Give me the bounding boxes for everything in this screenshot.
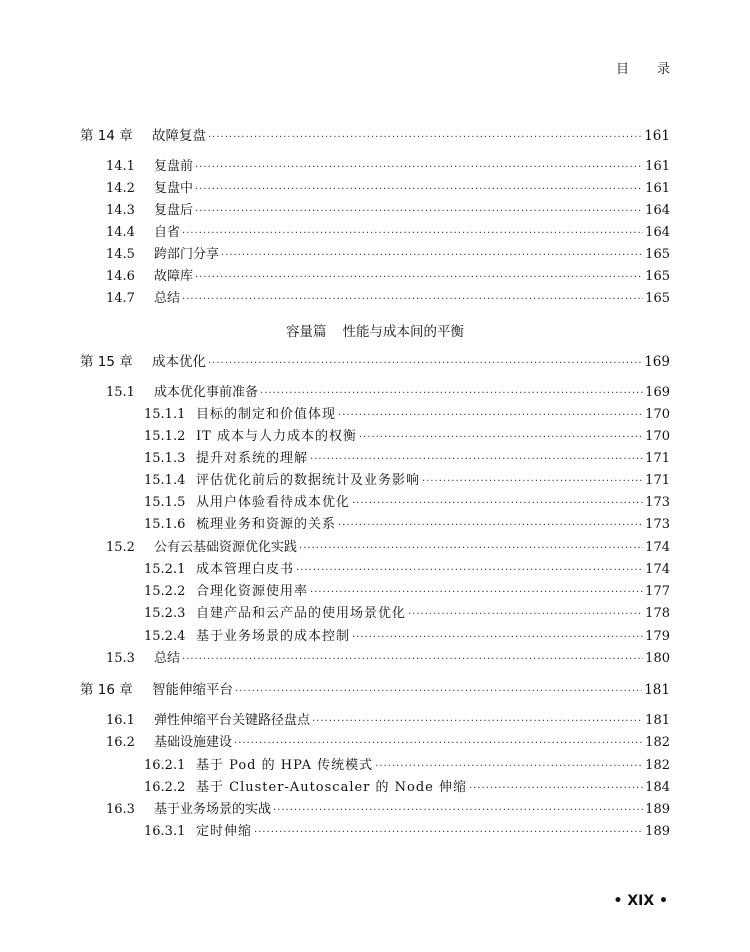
toc-subsection-15-1-3[interactable]	[80, 449, 670, 469]
subsection-title: 合理化资源使用率	[196, 584, 309, 599]
chapter-title: 成本优化	[152, 354, 206, 370]
toc-section-14-6[interactable]	[80, 267, 670, 287]
toc-section-14-5[interactable]	[80, 245, 670, 265]
page-number: 177	[645, 584, 670, 599]
page-number: 174	[645, 562, 670, 577]
toc-subsection-16-2-2[interactable]	[80, 778, 670, 798]
leader-dots	[296, 561, 643, 581]
toc-section-14-7[interactable]	[80, 289, 670, 309]
section-title: 复盘中	[154, 181, 194, 196]
section-title: 总结	[154, 651, 181, 666]
subsection-number: 15.2.3	[144, 606, 186, 621]
page-number: 164	[645, 203, 670, 218]
leader-dots	[195, 268, 643, 288]
subsection-number: 15.1.5	[144, 495, 186, 510]
page-number: 178	[645, 606, 670, 621]
leader-dots	[422, 472, 643, 492]
page-number: 189	[645, 802, 670, 817]
toc-section-14-1[interactable]	[80, 157, 670, 177]
subsection-number: 15.2.2	[144, 584, 186, 599]
subsection-number: 15.2.4	[144, 629, 186, 644]
page-number: 165	[645, 247, 670, 262]
section-number: 15.2	[106, 540, 135, 555]
leader-dots	[352, 628, 643, 648]
toc-chapter-14[interactable]	[80, 126, 670, 146]
subsection-number: 15.2.1	[144, 562, 186, 577]
toc-section-16-1[interactable]	[80, 711, 670, 731]
section-title: 复盘后	[154, 203, 194, 218]
running-header	[616, 58, 670, 77]
leader-dots	[359, 428, 643, 448]
page-number: 170	[645, 429, 670, 444]
toc-subsection-16-3-1[interactable]	[80, 822, 670, 842]
page-number: 164	[645, 225, 670, 240]
leader-dots	[235, 682, 642, 702]
page-number: 173	[645, 517, 670, 532]
page-number: 169	[644, 354, 670, 370]
subsection-number: 16.2.2	[144, 780, 186, 795]
subsection-title: 自建产品和云产品的使用场景优化	[196, 606, 407, 621]
page-number: 173	[645, 495, 670, 510]
leader-dots	[208, 128, 642, 148]
subsection-title: 评估优化前后的数据统计及业务影响	[196, 473, 421, 488]
leader-dots	[182, 290, 643, 310]
subsection-title: 梳理业务和资源的关系	[196, 517, 337, 532]
page-number: 171	[645, 473, 670, 488]
leader-dots	[299, 539, 643, 559]
subsection-number: 15.1.2	[144, 429, 186, 444]
toc-subsection-15-1-5[interactable]	[80, 493, 670, 513]
section-number: 14.4	[106, 225, 135, 240]
leader-dots	[469, 779, 643, 799]
section-title: 自省	[154, 225, 181, 240]
toc-chapter-16[interactable]	[80, 680, 670, 700]
toc-section-14-2[interactable]	[80, 179, 670, 199]
toc-subsection-16-2-1[interactable]	[80, 756, 670, 776]
subsection-title: 定时伸缩	[196, 824, 253, 839]
leader-dots	[338, 406, 643, 426]
toc-section-15-1[interactable]	[80, 383, 670, 403]
toc-section-14-4[interactable]	[80, 223, 670, 243]
leader-dots	[338, 516, 643, 536]
page-number: 171	[645, 451, 670, 466]
chapter-number: 第 16 章	[80, 682, 133, 698]
section-number: 16.1	[106, 713, 135, 728]
leader-dots	[312, 712, 643, 732]
header-right: 录	[656, 62, 670, 77]
page-number: 180	[645, 651, 670, 666]
leader-dots	[260, 384, 643, 404]
section-title: 基于业务场景的实战	[154, 802, 272, 817]
section-title: 公有云基础资源优化实践	[154, 540, 298, 555]
subsection-number: 15.1.3	[144, 451, 186, 466]
subsection-number: 15.1.4	[144, 473, 186, 488]
leader-dots	[273, 801, 643, 821]
leader-dots	[195, 180, 643, 200]
leader-dots	[310, 450, 643, 470]
subsection-number: 16.2.1	[144, 758, 186, 773]
section-title: 基础设施建设	[154, 735, 233, 750]
chapter-title: 故障复盘	[152, 128, 206, 144]
toc-section-15-3[interactable]	[80, 649, 670, 669]
page-number: 184	[645, 780, 670, 795]
header-left: 目	[615, 62, 629, 77]
section-number: 14.5	[106, 247, 135, 262]
page-number: 165	[645, 291, 670, 306]
subsection-number: 15.1.6	[144, 517, 186, 532]
section-title: 总结	[154, 291, 181, 306]
page-number: 170	[645, 407, 670, 422]
page-number: 181	[645, 713, 670, 728]
section-number: 14.6	[106, 269, 135, 284]
leader-dots	[254, 823, 643, 843]
toc-subsection-15-2-4[interactable]	[80, 627, 670, 647]
page-folio: • XIX •	[613, 893, 668, 909]
toc-section-16-3[interactable]	[80, 800, 670, 820]
subsection-number: 16.3.1	[144, 824, 186, 839]
section-title: 复盘前	[154, 159, 194, 174]
leader-dots	[182, 224, 643, 244]
part-title: 性能与成本间的平衡	[342, 324, 464, 340]
section-number: 15.1	[106, 385, 135, 400]
section-number: 14.7	[106, 291, 135, 306]
leader-dots	[408, 605, 643, 625]
chapter-number: 第 14 章	[80, 128, 133, 144]
subsection-title: 提升对系统的理解	[196, 451, 309, 466]
page-number: 179	[645, 629, 670, 644]
page-number: 174	[645, 540, 670, 555]
leader-dots	[182, 650, 643, 670]
leader-dots	[195, 202, 643, 222]
chapter-number: 第 15 章	[80, 354, 133, 370]
page-number: 182	[645, 735, 670, 750]
section-number: 14.3	[106, 203, 135, 218]
toc-section-16-2[interactable]	[80, 733, 670, 753]
section-title: 故障库	[154, 269, 194, 284]
page-number: 161	[645, 159, 670, 174]
toc-section-14-3[interactable]	[80, 201, 670, 221]
toc-subsection-15-2-2[interactable]	[80, 582, 670, 602]
subsection-number: 15.1.1	[144, 407, 186, 422]
leader-dots	[352, 494, 643, 514]
subsection-title: 成本管理白皮书	[196, 562, 295, 577]
page-number: 189	[645, 824, 670, 839]
toc-subsection-15-1-1[interactable]	[80, 405, 670, 425]
page-number: 182	[645, 758, 670, 773]
page-number: 165	[645, 269, 670, 284]
page-number: 169	[645, 385, 670, 400]
toc-subsection-15-2-3[interactable]	[80, 604, 670, 624]
leader-dots	[195, 158, 643, 178]
chapter-title: 智能伸缩平台	[152, 682, 233, 698]
leader-dots	[375, 757, 643, 777]
section-title: 跨部门分享	[154, 247, 220, 262]
toc-subsection-15-1-4[interactable]	[80, 471, 670, 491]
toc-section-15-2[interactable]	[80, 538, 670, 558]
section-number: 15.3	[106, 651, 135, 666]
toc-subsection-15-2-1[interactable]	[80, 560, 670, 580]
section-number: 14.2	[106, 181, 135, 196]
part-heading	[80, 320, 670, 340]
section-title: 弹性伸缩平台关键路径盘点	[154, 713, 311, 728]
page-number: 161	[645, 181, 670, 196]
subsection-title: 从用户体验看待成本优化	[196, 495, 351, 510]
leader-dots	[221, 246, 643, 266]
leader-dots	[234, 734, 643, 754]
subsection-title: 基于 Cluster-Autoscaler 的 Node 伸缩	[196, 780, 467, 795]
page-number: 161	[644, 128, 670, 144]
section-title: 成本优化事前准备	[154, 385, 259, 400]
subsection-title: 目标的制定和价值体现	[196, 407, 337, 422]
toc-subsection-15-1-2[interactable]	[80, 427, 670, 447]
subsection-title: IT 成本与人力成本的权衡	[196, 429, 357, 444]
subsection-title: 基于 Pod 的 HPA 传统模式	[196, 758, 374, 773]
part-name: 容量篇	[286, 324, 327, 340]
section-number: 16.2	[106, 735, 135, 750]
toc-chapter-15[interactable]	[80, 352, 670, 372]
toc-subsection-15-1-6[interactable]	[80, 515, 670, 535]
section-number: 14.1	[106, 159, 135, 174]
section-number: 16.3	[106, 802, 135, 817]
leader-dots	[208, 354, 642, 374]
subsection-title: 基于业务场景的成本控制	[196, 629, 351, 644]
leader-dots	[310, 583, 643, 603]
page-number: 181	[644, 682, 670, 698]
